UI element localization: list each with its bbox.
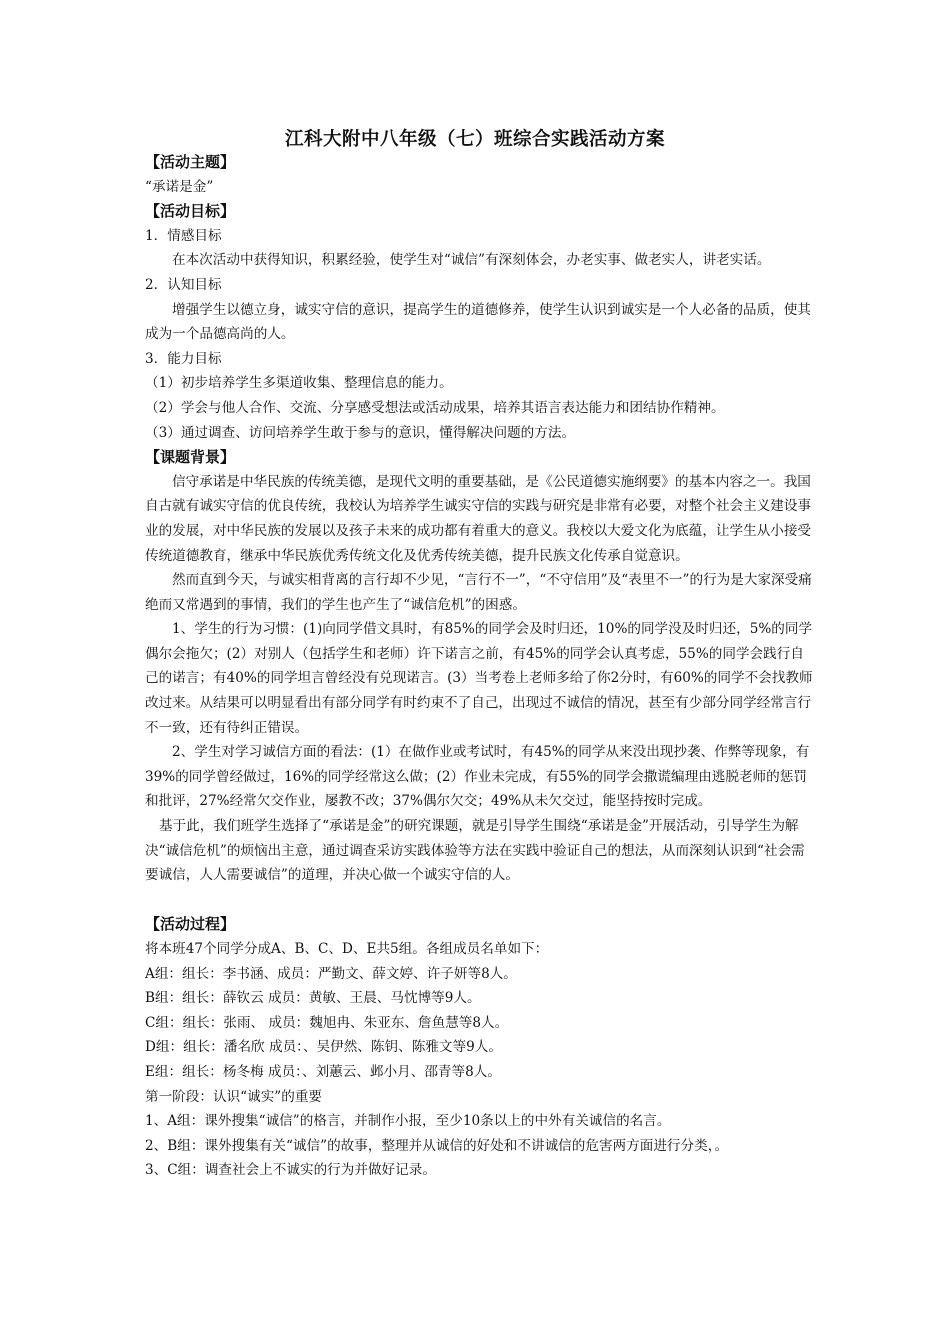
theme-heading: 【活动主题】 [145,153,236,171]
process-heading: 【活动过程】 [145,915,236,934]
group-line: A组：组长：李书涵、成员：严勤文、薛文婷、许子妍等8人。 [145,965,517,982]
document-title: 江科大附中八年级（七）班综合实践活动方案 [284,129,665,150]
goal-3-item: （3）通过调查、访问培养学生敢于参与的意识，懂得解决问题的方法。 [145,424,576,441]
background-paragraph: 然而直到今天，与诚实相背离的言行却不少见，“言行不一”，“不守信用”及“表里不一”的行为是大家深受痛绝而又常遇到的事情，我们的学生也产生了“诚信危机”的困惑。 [145,572,812,613]
goal-3-item: （1）初步培养学生多渠道收集、整理信息的能力。 [145,375,453,392]
goal-1-text: 在本次活动中获得知识，积累经验，使学生对“诚信”有深刻体会，办老实事、做老实人，讲老实话。 [172,252,771,269]
goal-1-title: 1．情感目标 [145,227,222,244]
stage-1-item: 3、C组：调查社会上不诚实的行为并做好记录。 [145,1162,436,1179]
document-body [145,150,815,1183]
spacer [145,888,815,913]
group-line: C组：组长：张雨、 成员：魏旭冉、朱亚东、詹鱼慧等8人。 [145,1014,509,1031]
background-paragraph: 信守承诺是中华民族的传统美德，是现代文明的重要基础，是《公民道德实施纲要》的基本内容之一。我国自古就有诚实守信的优良传统，我校认为培养学生诚实守信的实践与研究是非常有必要，对整个社会主义建设事业的发展，对中华民族的发展以及孩子未来的成功都有着重大的意义。我校以大爱文化为底蕴，让学生从小接受传统道德教育，继承中华民族优秀传统文化及优秀传统美德，提升民族文化传承自觉意识。 [145,473,812,564]
stage-1-title: 第一阶段：认识“诚实”的重要 [145,1088,323,1105]
goal-3-item: （2）学会与他人合作、交流、分享感受想法或活动成果，培养其语言表达能力和团结协作精神。 [145,399,725,416]
background-heading: 【课题背景】 [145,448,236,467]
stage-1-item: 2、B组：课外搜集有关“诚信”的故事，整理并从诚信的好处和不讲诚信的危害两方面进行分类，。 [145,1137,729,1154]
background-paragraph: 1、学生的行为习惯：(1)向同学借文具时，有85%的同学会及时归还，10%的同学没及时归还，5%的同学偶尔会拖欠；(2）对别人（包括学生和老师）许下诺言之前，有45%的同学会认真考虑，55%的同学会践行自己的诺言；有40%的同学坦言曾经没有兑现诺言。(3）当考卷上老师多给了你2分时，有60%的同学不会找教师改过来。从结果可以明显看出有部分同学有时约束不了自己，出现过不诚信的情况，甚至有少部分同学经常言行不一致，还有待纠正错误。 [145,621,813,736]
goal-2-text: 增强学生以德立身，诚实守信的意识，提高学生的道德修养，使学生认识到诚实是一个人必备的品质，使其成为一个品德高尚的人。 [145,301,811,343]
stage-1-item: 1、A组：课外搜集“诚信”的格言，并制作小报，至少10条以上的中外有关诚信的名言。 [145,1113,671,1130]
process-intro: 将本班47个同学分成A、B、C、D、E共5组。各组成员名单如下： [145,941,549,957]
group-line: E组：组长：杨冬梅 成员：、刘蕙云、邺小月、邵青等8人。 [145,1063,501,1080]
goal-2-title: 2．认知目标 [145,276,222,293]
theme-text: “承诺是金” [145,178,214,195]
goal-3-title: 3．能力目标 [145,350,222,367]
background-paragraph: 基于此，我们班学生选择了“承诺是金”的研究课题，就是引导学生围绕“承诺是金”开展活动，引导学生为解决“诚信危机”的烦恼出主意，通过调查采访实践体验等方法在实践中验证自己的想法，从而深刻认识到“社会需要诚信，人人需要诚信”的道理，并决心做一个诚实守信的人。 [145,818,805,884]
group-line: D组：组长：潘名欣 成员：、吴伊然、陈钥、陈雅文等9人。 [145,1039,502,1056]
group-line: B组：组长：薛钦云 成员：黄敏、王晨、马忱博等9人。 [145,990,481,1007]
background-paragraph: 2、学生对学习诚信方面的看法：(1）在做作业或考试时，有45%的同学从来没出现抄袭、作弊等现象，有39%的同学曾经做过，16%的同学经常这么做；(2）作业未完成，有55%的同学会撒谎编理由逃脱老师的惩罚和批评，27%经常欠交作业，屡教不改；37%偶尔欠交；49%从未欠交过，能坚持按时完成。 [145,744,810,810]
goals-heading: 【活动目标】 [145,202,236,221]
